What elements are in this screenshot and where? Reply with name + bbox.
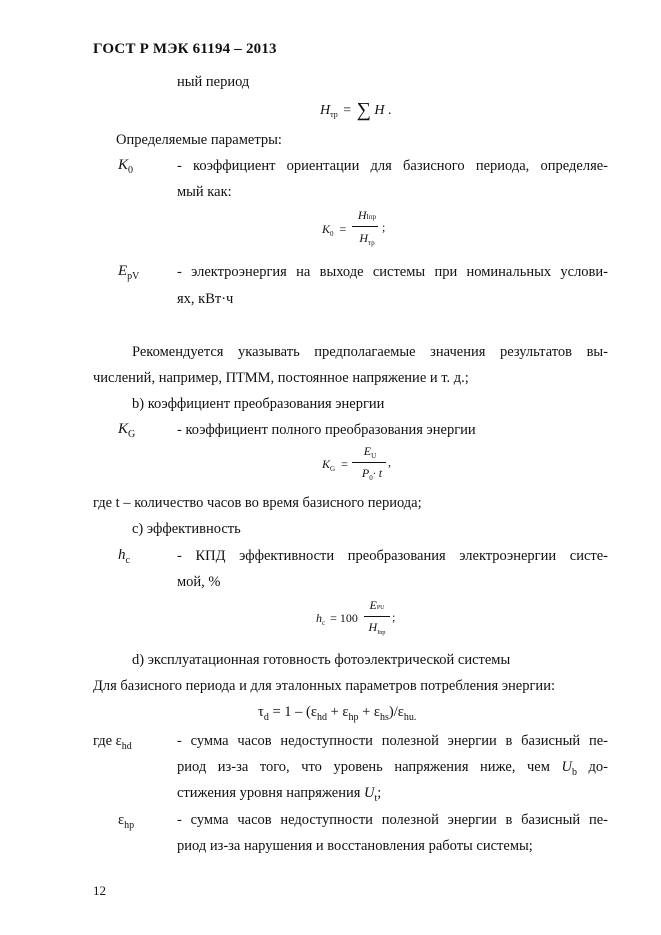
section-d: d) эксплуатационная готовность фотоэлектрической системы	[132, 652, 511, 668]
epv-definition-cont: ях, кВт·ч	[177, 291, 234, 307]
ehp-definition-cont: риод из-за нарушения и восстановления работы системы;	[177, 838, 533, 854]
fraction-bar	[352, 462, 386, 463]
fraction-denominator: $H_{Iпр}$	[368, 620, 386, 636]
text-line: ный период	[177, 74, 250, 90]
base-period-line: Для базисного периода и для эталонных параметров потребления энергии:	[93, 678, 555, 694]
ehd-definition: - сумма часов недоступности полезной энергии в базисный пе-	[177, 733, 608, 749]
section-c: c) эффективность	[132, 521, 241, 537]
fraction-bar	[364, 616, 390, 617]
hc-definition-cont: мой, %	[177, 574, 221, 590]
symbol-kg: $K_G$	[118, 421, 136, 440]
equation-tau: $\tau_d = 1 - (\varepsilon_{hd} + \varepsilon_{hp} + \varepsilon_{hs})/\varepsilon_{hu.}$	[258, 704, 417, 723]
eq-symbol: H	[320, 103, 331, 118]
eq-punct: ;	[382, 220, 386, 234]
k0-definition-cont: мый как:	[177, 184, 232, 200]
symbol-ehp: $\varepsilon_{hp}$	[118, 812, 135, 831]
equation-hc: $h_c = 100$	[316, 611, 358, 627]
epv-definition: - электроэнергия на выходе системы при номинальных услови-	[177, 264, 608, 280]
fraction-numerator: HIпр	[357, 208, 377, 222]
fraction-denominator: $P_0\cdot t$	[361, 466, 383, 482]
hc-definition: - КПД эффективности преобразования электроэнергии систе-	[177, 548, 608, 564]
sum-sign: ∑	[356, 99, 371, 121]
ehd-definition-end: стижения уровня напряжения $U_t$;	[177, 785, 382, 804]
document-header: ГОСТ Р МЭК 61194 – 2013	[93, 41, 277, 57]
equation-kg: $K_G$ =	[322, 457, 348, 473]
section-b: b) коэффициент преобразования энергии	[132, 396, 385, 412]
page-number: 12	[93, 883, 106, 898]
fraction-numerator: $E_U$	[363, 444, 377, 460]
fraction-bar	[352, 226, 378, 227]
equation-h-tr	[320, 97, 392, 120]
fraction-denominator: $H_{тр}$	[359, 231, 375, 247]
symbol-ehd: где $\varepsilon_{hd}$	[93, 733, 132, 752]
eq-punct: ,	[388, 455, 391, 469]
k0-definition: - коэффициент ориентации для базисного периода, определяе-	[177, 158, 608, 174]
recommendation-line-cont: числений, например, ПТММ, постоянное напряжение и т. д.;	[93, 370, 469, 386]
symbol-epv: $E_{pV}$	[118, 263, 140, 282]
ehd-definition-cont: риод из-за того, что уровень напряжения ниже, чем $U_b$ до-	[177, 759, 609, 778]
kg-definition: - коэффициент полного преобразования энергии	[177, 422, 476, 438]
fraction-numerator: EPU	[369, 598, 385, 612]
equation-k0: $K_0$ =	[322, 222, 347, 238]
ehp-definition: - сумма часов недоступности полезной энергии в базисный пе-	[177, 812, 608, 828]
eq-punct: .	[388, 103, 392, 118]
eq-equals: =	[343, 103, 352, 118]
eq-subscript: тр	[330, 110, 338, 119]
symbol-k0: $K_0$	[118, 157, 134, 176]
eq-symbol: H	[374, 103, 385, 118]
eq-punct: ;	[392, 610, 396, 624]
text-line: Определяемые параметры:	[116, 132, 282, 148]
where-t-line: где t – количество часов во время базисного периода;	[93, 495, 422, 511]
recommendation-line: Рекомендуется указывать предполагаемые значения результатов вы-	[132, 344, 608, 360]
symbol-hc: $h_c$	[118, 547, 130, 566]
